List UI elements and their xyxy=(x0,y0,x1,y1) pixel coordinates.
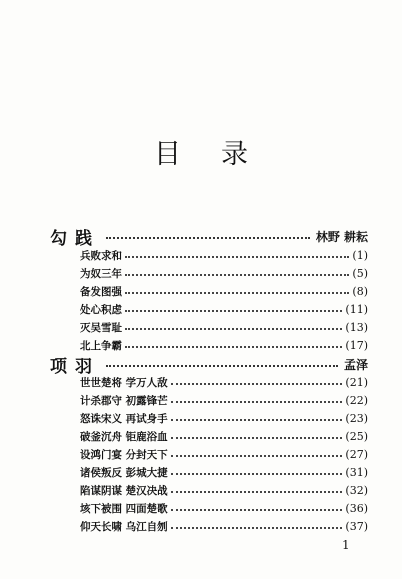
toc-entry-title: 世世楚将 学万人敌 xyxy=(80,376,168,389)
dot-leader xyxy=(125,292,349,294)
toc-entry-title: 怒诛宋义 再试身手 xyxy=(80,412,168,425)
toc-entry xyxy=(80,465,368,479)
section-title: 项羽 xyxy=(50,356,100,377)
toc-entry xyxy=(80,501,368,515)
dot-leader xyxy=(125,274,349,276)
dot-leader xyxy=(171,509,343,511)
dot-leader xyxy=(171,455,343,457)
toc-entry xyxy=(80,483,368,497)
toc-entry-title: 备发图强 xyxy=(80,285,122,298)
toc-entry-page: (31) xyxy=(345,465,368,479)
toc-entry-title: 陷谋阴谋 楚汉决战 xyxy=(80,484,168,497)
toc-entry-page: (11) xyxy=(345,302,368,316)
dot-leader xyxy=(125,256,349,258)
dot-leader xyxy=(171,383,343,385)
toc-entry-page: (25) xyxy=(345,429,368,443)
toc-entry-page: (23) xyxy=(345,411,368,425)
toc-entry-title: 垓下被围 四面楚歌 xyxy=(80,502,168,515)
toc-entry xyxy=(80,447,368,461)
dot-leader xyxy=(171,491,343,493)
toc-section-heading xyxy=(50,226,368,249)
toc-entry-page: (36) xyxy=(345,501,368,515)
toc-entry-title: 北上争霸 xyxy=(80,339,122,352)
toc-entry xyxy=(80,375,368,389)
toc-entry-title: 为奴三年 xyxy=(80,267,122,280)
toc-entry-title: 设鸿门宴 分封天下 xyxy=(80,448,168,461)
toc-entry-page: (27) xyxy=(345,447,368,461)
toc-entry-page: (17) xyxy=(345,338,368,352)
dot-leader xyxy=(171,473,343,475)
toc-entry xyxy=(80,429,368,443)
dot-leader xyxy=(125,346,342,348)
dot-leader xyxy=(125,310,342,312)
dot-leader xyxy=(171,437,343,439)
toc-entry-title: 灭吴雪耻 xyxy=(80,321,122,334)
toc-entry-title: 仰天长啸 乌江自刎 xyxy=(80,520,168,533)
section-title: 勾践 xyxy=(50,228,100,249)
page-title: 目录 xyxy=(154,139,288,170)
toc-entry-title: 诸侯叛反 彭城大捷 xyxy=(80,466,168,479)
toc-entry-page: (8) xyxy=(352,284,368,298)
dot-leader xyxy=(106,237,310,239)
toc-entry-title: 处心积虑 xyxy=(80,303,122,316)
page-number: 1 xyxy=(342,538,350,552)
toc-entry-title: 兵败求和 xyxy=(80,249,122,262)
toc-entry-page: (32) xyxy=(345,483,368,497)
toc-entry xyxy=(80,393,368,407)
toc-entry xyxy=(80,284,368,298)
toc-entry xyxy=(80,338,368,352)
toc-entry-page: (1) xyxy=(352,248,368,262)
toc-entry-page: (13) xyxy=(345,320,368,334)
toc-entry-page: (22) xyxy=(345,393,368,407)
toc-entry-page: (21) xyxy=(345,375,368,389)
dot-leader xyxy=(106,365,338,367)
toc-entry xyxy=(80,320,368,334)
dot-leader xyxy=(171,401,343,403)
toc-entry xyxy=(80,519,368,533)
toc-entry xyxy=(80,302,368,316)
toc-section-heading xyxy=(50,354,368,377)
dot-leader xyxy=(125,328,342,330)
toc-entry-title: 计杀郡守 初露锋芒 xyxy=(80,394,168,407)
section-author: 林野 耕耘 xyxy=(315,229,368,244)
toc-entry xyxy=(80,266,368,280)
toc-entry xyxy=(80,248,368,262)
section-author: 孟泽 xyxy=(343,357,368,372)
toc-entry-page: (5) xyxy=(352,266,368,280)
dot-leader xyxy=(171,527,343,529)
dot-leader xyxy=(171,419,343,421)
toc-entry xyxy=(80,411,368,425)
toc-entry-page: (37) xyxy=(345,519,368,533)
toc-entry-title: 破釜沉舟 钜鹿浴血 xyxy=(80,430,168,443)
